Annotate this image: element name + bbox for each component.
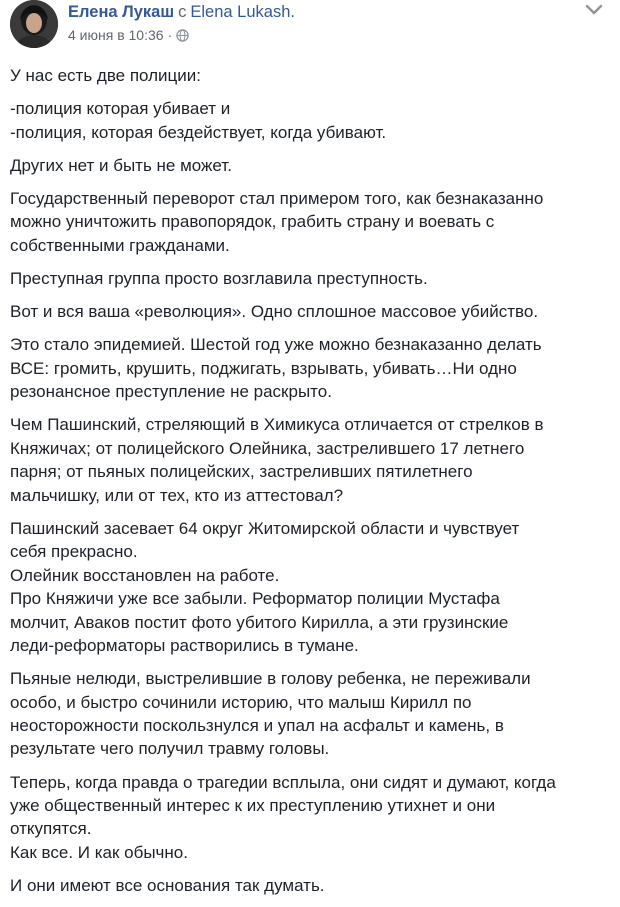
post-text-line: особо, и быстро сочинили историю, что малыш Кирилл по (10, 692, 472, 712)
post-text-line: мальчишку, или от тех, кто из аттестовал? (10, 485, 344, 505)
post-paragraph (10, 154, 610, 177)
post-text-line: ВСЕ: громить, крушить, поджигать, взрывать, убивать…Ни одно (10, 358, 517, 378)
post-text-line: Вот и вся ваша «революция». Одно сплошное массовое убийство. (10, 302, 539, 322)
post-paragraph (10, 413, 610, 507)
post-text-line: парня; от пьяных полицейских, застреливших пятилетнего (10, 462, 473, 482)
post-paragraph (10, 187, 610, 257)
post-text-line: неосторожности поскользнулся и упал на асфальт и камень, в (10, 715, 504, 735)
post-text-line: можно уничтожить правопорядок, грабить страну и воевать с (10, 212, 495, 232)
post-text-line: -полиция которая убивает и (10, 99, 231, 119)
post-text-line: молчит, Аваков постит фото убитого Кирилла, а эти грузинские (10, 612, 509, 632)
author-separator: с (178, 3, 187, 21)
post-paragraph (10, 771, 610, 865)
post-text (10, 64, 610, 907)
post-text-line: Пашинский засевает 64 округ Житомирской области и чувствует (10, 518, 520, 538)
post-text-line: Про Княжичи уже все забыли. Реформатор полиции Мустафа (10, 589, 500, 609)
post-text-line: себя прекрасно. (10, 542, 138, 562)
post-paragraph (10, 517, 610, 657)
post-text-line: И они имеют все основания так думать. (10, 875, 325, 895)
post-text-line: Княжичах; от полицейского Олейника, застрелившего 17 летнего (10, 438, 525, 458)
post-text-line: леди-реформаторы растворились в тумане. (10, 635, 359, 655)
post-text-line: результате чего получил травму головы. (10, 739, 330, 759)
post-text-line: Пьяные нелюди, выстрелившие в голову ребенка, не переживали (10, 669, 531, 689)
post-paragraph (10, 300, 610, 323)
post-paragraph (10, 667, 610, 761)
avatar[interactable] (10, 0, 58, 48)
tagged-page-name[interactable]: Elena Lukash. (190, 3, 295, 21)
author-line (68, 1, 295, 23)
chevron-down-icon[interactable] (584, 2, 604, 18)
post-text-line: Как все. И как обычно. (10, 842, 188, 862)
post-meta (68, 25, 189, 47)
post-paragraph (10, 64, 610, 87)
post-text-line: Других нет и быть не может. (10, 155, 232, 175)
globe-icon[interactable] (176, 27, 189, 47)
post-paragraph (10, 97, 610, 144)
meta-separator: · (167, 27, 173, 43)
post-text-line: Преступная группа просто возглавила преступность. (10, 269, 428, 289)
post-text-line: резонансное преступление не раскрыто. (10, 382, 332, 402)
post-text-line: откупятся. (10, 819, 92, 839)
post-text-line: уже общественный интерес к их преступлению утихнет и они (10, 795, 496, 815)
post-text-line: Теперь, когда правда о трагедии всплыла, они сидят и думают, когда (10, 772, 556, 792)
post-text-line: Государственный переворот стал примером того, как безнаказанно (10, 189, 544, 209)
post-text-line: Олейник восстановлен на работе. (10, 565, 280, 585)
post-paragraph (10, 333, 610, 403)
avatar-image (10, 0, 58, 48)
post-text-line: Чем Пашинский, стреляющий в Химикуса отличается от стрелков в (10, 415, 544, 435)
post-paragraph (10, 874, 610, 897)
post-text-line: собственными гражданами. (10, 235, 230, 255)
post-text-line: Это стало эпидемией. Шестой год уже можно безнаказанно делать (10, 335, 542, 355)
post-text-line: У нас есть две полиции: (10, 66, 202, 85)
post-timestamp[interactable]: 4 июня в 10:36 (68, 27, 164, 43)
post-header (10, 0, 610, 52)
post-text-line: -полиция, которая бездействует, когда убивают. (10, 122, 387, 142)
author-name[interactable]: Елена Лукаш (68, 3, 175, 21)
post-paragraph (10, 267, 610, 290)
